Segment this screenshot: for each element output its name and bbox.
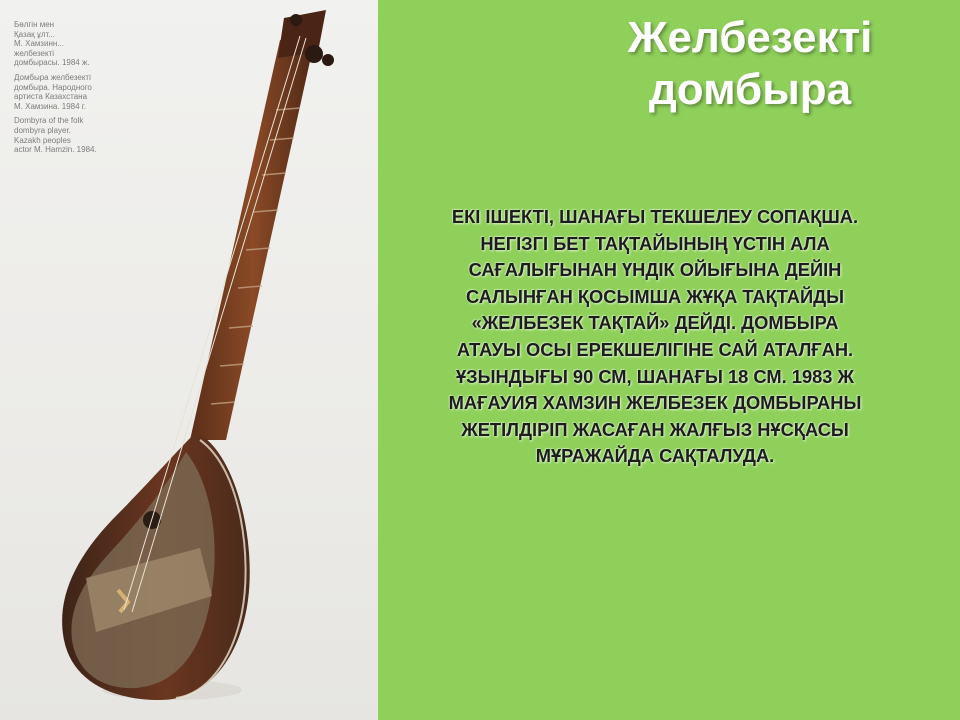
- dombyra-neck: [190, 34, 316, 440]
- caption-line: домбыра. Народного: [14, 82, 92, 92]
- caption-block-kazakh: [14, 20, 134, 68]
- body-line: МАҒАУИЯ ХАМЗИН ЖЕЛБЕЗЕК ДОМБЫРАНЫ: [448, 392, 862, 414]
- caption-block-russian: [14, 73, 134, 111]
- caption-line: actor M. Hamzin. 1984.: [14, 145, 97, 155]
- caption-line: желбезекті: [14, 48, 55, 58]
- body-line: АТАУЫ ОСЫ ЕРЕКШЕЛІГІНЕ САЙ АТАЛҒАН.: [456, 338, 854, 360]
- body-line: ЕКІ ІШЕКТІ, ШАНАҒЫ ТЕКШЕЛЕУ СОПАҚША.: [451, 206, 859, 227]
- body-line: «ЖЕЛБЕЗЕК ТАҚТАЙ» ДЕЙДІ. ДОМБЫРА: [471, 312, 839, 334]
- slide-title: [570, 12, 930, 116]
- tuning-peg: [305, 45, 323, 63]
- body-line: МҰРАЖАЙДА САҚТАЛУДА.: [535, 445, 775, 467]
- caption-line: М. Хамзина. 1984 г.: [14, 101, 86, 111]
- caption-line: артиста Казахстана: [14, 92, 88, 102]
- caption-block-english: [14, 116, 134, 154]
- title-line: домбыра: [648, 65, 852, 114]
- slide-body-text: [393, 204, 917, 470]
- body-line: ЖЕТІЛДІРІП ЖАСАҒАН ЖАЛҒЫЗ НҰСҚАСЫ: [461, 418, 849, 440]
- body-line: НЕГІЗГІ БЕТ ТАҚТАЙЫНЫҢ ҮСТІН АЛА: [480, 232, 830, 254]
- caption-line: Қазақ ұлт...: [14, 29, 55, 39]
- photo-caption: [14, 20, 134, 160]
- caption-line: Kazakh peoples: [14, 135, 71, 145]
- caption-line: М. Хамзинн...: [14, 39, 64, 49]
- caption-line: dombyra player.: [14, 125, 71, 135]
- dombyra-photo: [0, 0, 378, 720]
- body-line: ҰЗЫНДЫҒЫ 90 СМ, ШАНАҒЫ 18 СМ. 1983 Ж: [455, 365, 855, 387]
- body-line: САЛЫНҒАН ҚОСЫМША ЖҰҚА ТАҚТАЙДЫ: [465, 285, 845, 307]
- title-line: Желбезекті: [627, 13, 873, 62]
- caption-line: домбырасы. 1984 ж.: [14, 58, 90, 68]
- body-line: САҒАЛЫҒЫНАН ҮНДІК ОЙЫҒЫНА ДЕЙІН: [468, 259, 842, 281]
- caption-line: Бөлгін мен: [14, 20, 55, 29]
- tuning-peg: [322, 54, 334, 66]
- caption-line: Dombyra of the folk: [14, 116, 84, 126]
- caption-line: Домбыра желбезекті: [14, 72, 91, 82]
- tuning-peg: [290, 14, 302, 26]
